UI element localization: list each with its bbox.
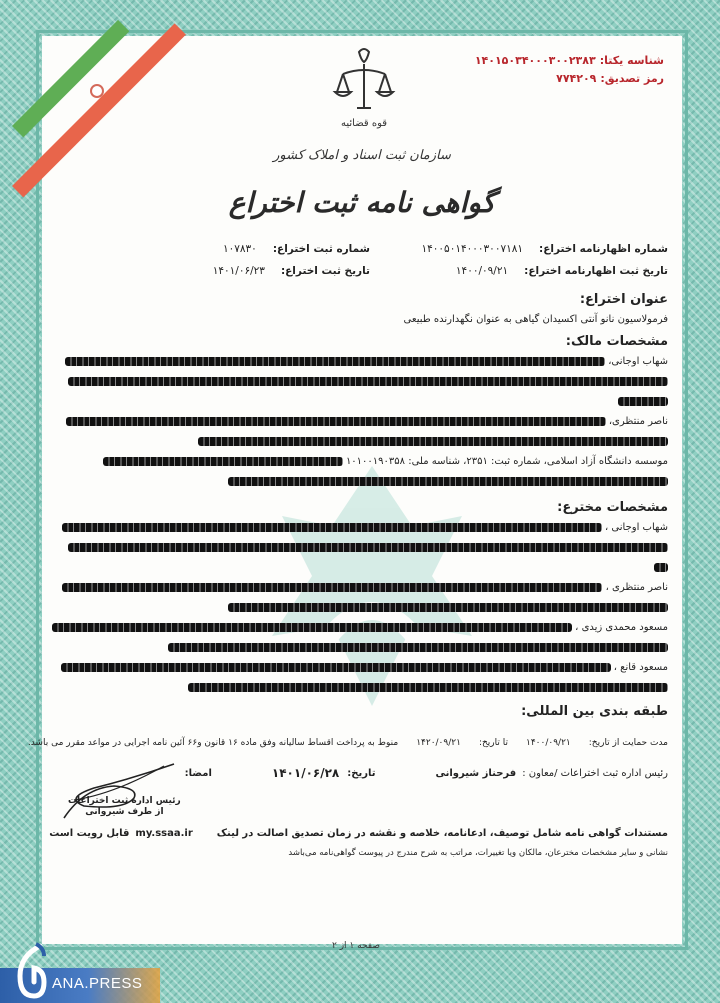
documents-note-suffix: قابل رویت است [49, 828, 130, 839]
sign-date-label: تاریخ: [347, 767, 376, 779]
inventor-entry-continued [56, 638, 668, 658]
registration-number-value: ۱۰۷۸۳۰ [222, 243, 257, 255]
flag-emblem-icon [90, 84, 104, 98]
redacted-text [62, 523, 602, 532]
owner-name: ناصر منتظری، [608, 416, 668, 427]
verification-code-label: رمز تصدیق: [600, 72, 664, 85]
certificate-body [56, 288, 668, 722]
inventor-entry-continued [56, 598, 668, 618]
verification-code-value: ۷۷۴۲۰۹ [556, 72, 597, 85]
owner-entry-continued [56, 432, 668, 452]
registration-date-value: ۱۴۰۱/۰۶/۲۳ [212, 265, 265, 277]
signatory-name: فرحناز شیروانی [435, 767, 517, 779]
inventor-entry [56, 658, 668, 678]
protection-from-label: مدت حمایت از تاریخ: [588, 738, 668, 748]
documents-note-text: مستندات گواهی نامه شامل توصیف، ادعانامه، خلاصه و نقشه در زمان تصدیق اصالت در لینک [216, 828, 668, 839]
registration-info [130, 238, 370, 282]
owner-entry [56, 412, 668, 432]
invention-title-label: عنوان اختراع: [579, 292, 668, 307]
scales-of-justice-icon [329, 46, 399, 116]
redacted-text [654, 563, 668, 572]
inventor-entry [56, 578, 668, 598]
inventors-label: مشخصات مخترع: [557, 500, 668, 515]
registration-number-label: شماره ثبت اختراع: [272, 243, 370, 255]
owner-name: شهاب اوجانی، [608, 356, 668, 367]
certificate-id-block [475, 52, 664, 88]
certificate-paper [27, 36, 682, 951]
owner-entry-continued [56, 392, 668, 412]
registration-date-label: تاریخ ثبت اختراع: [280, 265, 370, 277]
inventor-entry-continued [56, 558, 668, 578]
redacted-text [68, 377, 668, 386]
signature-stamp [68, 796, 181, 818]
redacted-text [228, 477, 668, 486]
redacted-text [66, 417, 606, 426]
owners-label: مشخصات مالک: [565, 334, 668, 349]
inventor-name: مسعود قانع ، [613, 662, 668, 673]
certificate-title: گواهی نامه ثبت اختراع [228, 186, 496, 219]
documents-note-secondary: نشانی و سایر مشخصات مخترعان، مالکان ویا تغییرات، مراتب به شرح مندرج در پیوست گواهی‌نامه می‌باشد [288, 848, 668, 858]
redacted-text [68, 543, 668, 552]
sign-date-value: ۱۴۰۱/۰۶/۲۸ [271, 766, 340, 780]
redacted-text [618, 397, 668, 406]
owner-name: موسسه دانشگاه آزاد اسلامی، شماره ثبت: ۲۳۵۱، شناسه ملی: ۱۰۱۰۰۱۹۰۳۵۸ [345, 456, 668, 467]
inventor-name: مسعود محمدی زیدی ، [575, 622, 668, 633]
redacted-text [198, 437, 668, 446]
protection-period [27, 738, 668, 748]
ana-press-logo-icon [14, 942, 48, 1000]
redacted-text [168, 643, 668, 652]
stamp-line-2: از طرف شیروانی [85, 807, 164, 817]
protection-from-value: ۱۴۰۰/۰۹/۲۱ [526, 738, 571, 748]
owner-entry-continued [56, 472, 668, 492]
redacted-text [65, 357, 605, 366]
redacted-text [103, 457, 343, 466]
redacted-text [52, 623, 572, 632]
organization-name: سازمان ثبت اسناد و املاک کشور [273, 148, 451, 163]
unique-id-label: شناسه یکتا: [599, 54, 664, 67]
protection-to-label: تا تاریخ: [478, 738, 508, 748]
redacted-text [62, 583, 602, 592]
redacted-text [188, 683, 668, 692]
declaration-date-value: ۱۴۰۰/۰۹/۲۱ [455, 265, 509, 277]
ana-press-label: ANA.PRESS [52, 975, 143, 992]
owner-entry [56, 352, 668, 372]
owner-entry-continued [56, 372, 668, 392]
verification-link[interactable]: my.ssaa.ir [135, 828, 193, 839]
inventor-name: ناصر منتظری ، [605, 582, 668, 593]
signatory-role: رئیس اداره ثبت اختراعات /معاون : [522, 767, 668, 779]
documents-note [49, 828, 668, 839]
protection-note: منوط به پرداخت اقساط سالیانه وفق ماده ۱۶ قانون و۶۶ آئین نامه اجرایی در مواعد مقرر می باشد. [27, 738, 399, 748]
declaration-info [338, 238, 668, 282]
inventor-entry [56, 618, 668, 638]
protection-to-value: ۱۴۲۰/۰۹/۲۱ [416, 738, 461, 748]
judiciary-emblem [324, 46, 404, 116]
unique-id-value: ۱۴۰۱۵۰۳۴۰۰۰۳۰۰۲۳۸۳ [474, 54, 596, 67]
declaration-number-value: ۱۴۰۰۵۰۱۴۰۰۰۳۰۰۷۱۸۱ [421, 243, 524, 255]
classification-label: طبقه بندی بین المللی: [521, 704, 668, 719]
page-number: صفحه ۱ از ۲ [332, 941, 380, 951]
invention-title-value: فرمولاسیون نانو آنتی اکسیدان گیاهی به عنوان نگهدارنده طبیعی [403, 314, 668, 325]
owner-entry [56, 452, 668, 472]
redacted-text [61, 663, 611, 672]
inventor-entry [56, 518, 668, 538]
inventor-entry-continued [56, 538, 668, 558]
judiciary-label: قوه قضائیه [340, 118, 388, 129]
declaration-date-label: تاریخ ثبت اظهارنامه اختراع: [524, 265, 668, 277]
inventor-entry-continued [56, 678, 668, 698]
stamp-line-1: رئیس اداره ثبت اختراعات [68, 796, 181, 806]
redacted-text [228, 603, 668, 612]
declaration-number-label: شماره اظهارنامه اختراع: [539, 243, 668, 255]
inventor-name: شهاب اوجانی ، [605, 522, 668, 533]
sign-label: امضا: [184, 767, 212, 779]
